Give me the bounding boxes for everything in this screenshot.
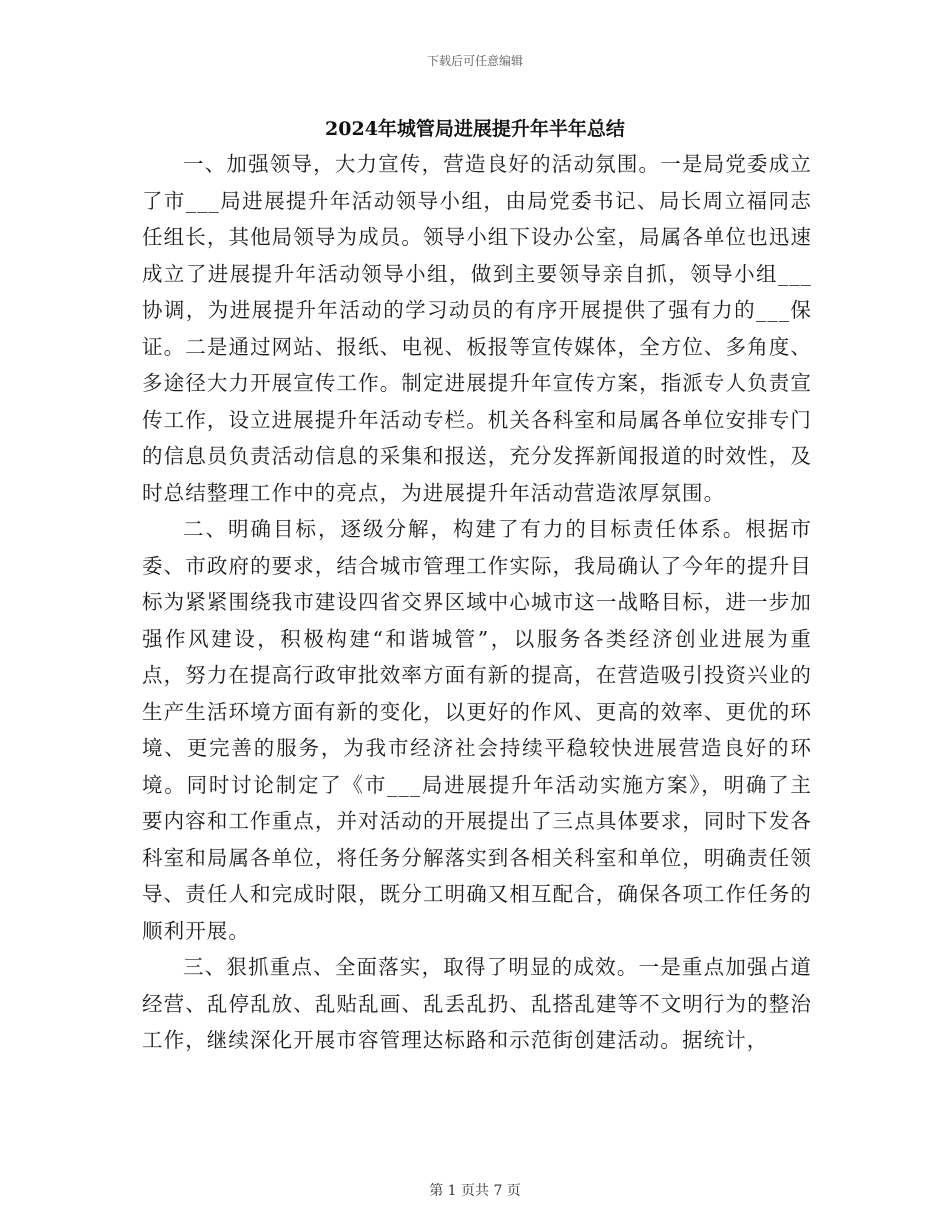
paragraph-3: 三、狠抓重点、全面落实，取得了明显的成效。一是重点加强占道经营、乱停乱放、乱贴乱画、乱丢乱扔、乱搭乱建等不文明行为的整治工作，继续深化开展市容管理达标路和示范街创建活动。据统计， xyxy=(142,955,812,1052)
document-title: 2024年城管局进展提升年半年总结 xyxy=(325,118,625,140)
page-footer: 第 1 页共 7 页 xyxy=(429,1183,521,1199)
paragraph-1: 一、加强领导，大力宣传，营造良好的活动氛围。一是局党委成立了市___局进展提升年活动领导小组，由局党委书记、局长周立福同志任组长，其他局领导为成员。领导小组下设办公室，局属各单位也迅速成立了进展提升年活动领导小组，做到主要领导亲自抓，领导小组___协调，为进展提升年活动的学习动员的有序开展提供了强有力的___保证。二是通过网站、报纸、电视、板报等宣传媒体，全方位、多角度、多途径大力开展宣传工作。制定进展提升年宣传方案，指派专人负责宣传工作，设立进展提升年活动专栏。机关各科室和局属各单位安排专门的信息员负责活动信息的采集和报送，充分发挥新闻报道的时效性，及时总结整理工作中的亮点，为进展提升年活动营造浓厚氛围。 xyxy=(142,152,812,505)
paragraph-2: 二、明确目标，逐级分解，构建了有力的目标责任体系。根据市委、市政府的要求，结合城市管理工作实际，我局确认了今年的提升目标为紧紧围绕我市建设四省交界区域中心城市这一战略目标，进一步加强作风建设，积极构建“和谐城管”，以服务各类经济创业进展为重点，努力在提高行政审批效率方面有新的提高，在营造吸引投资兴业的生产生活环境方面有新的变化，以更好的作风、更高的效率、更优的环境、更完善的服务，为我市经济社会持续平稳较快进展营造良好的环境。同时讨论制定了《市___局进展提升年活动实施方案》，明确了主要内容和工作重点，并对活动的开展提出了三点具体要求，同时下发各科室和局属各单位，将任务分解落实到各相关科室和单位，明确责任领导、责任人和完成时限，既分工明确又相互配合，确保各项工作任务的顺利开展。 xyxy=(142,517,812,943)
page-header: 下载后可任意编辑 xyxy=(426,54,523,68)
document-body xyxy=(142,146,812,1059)
